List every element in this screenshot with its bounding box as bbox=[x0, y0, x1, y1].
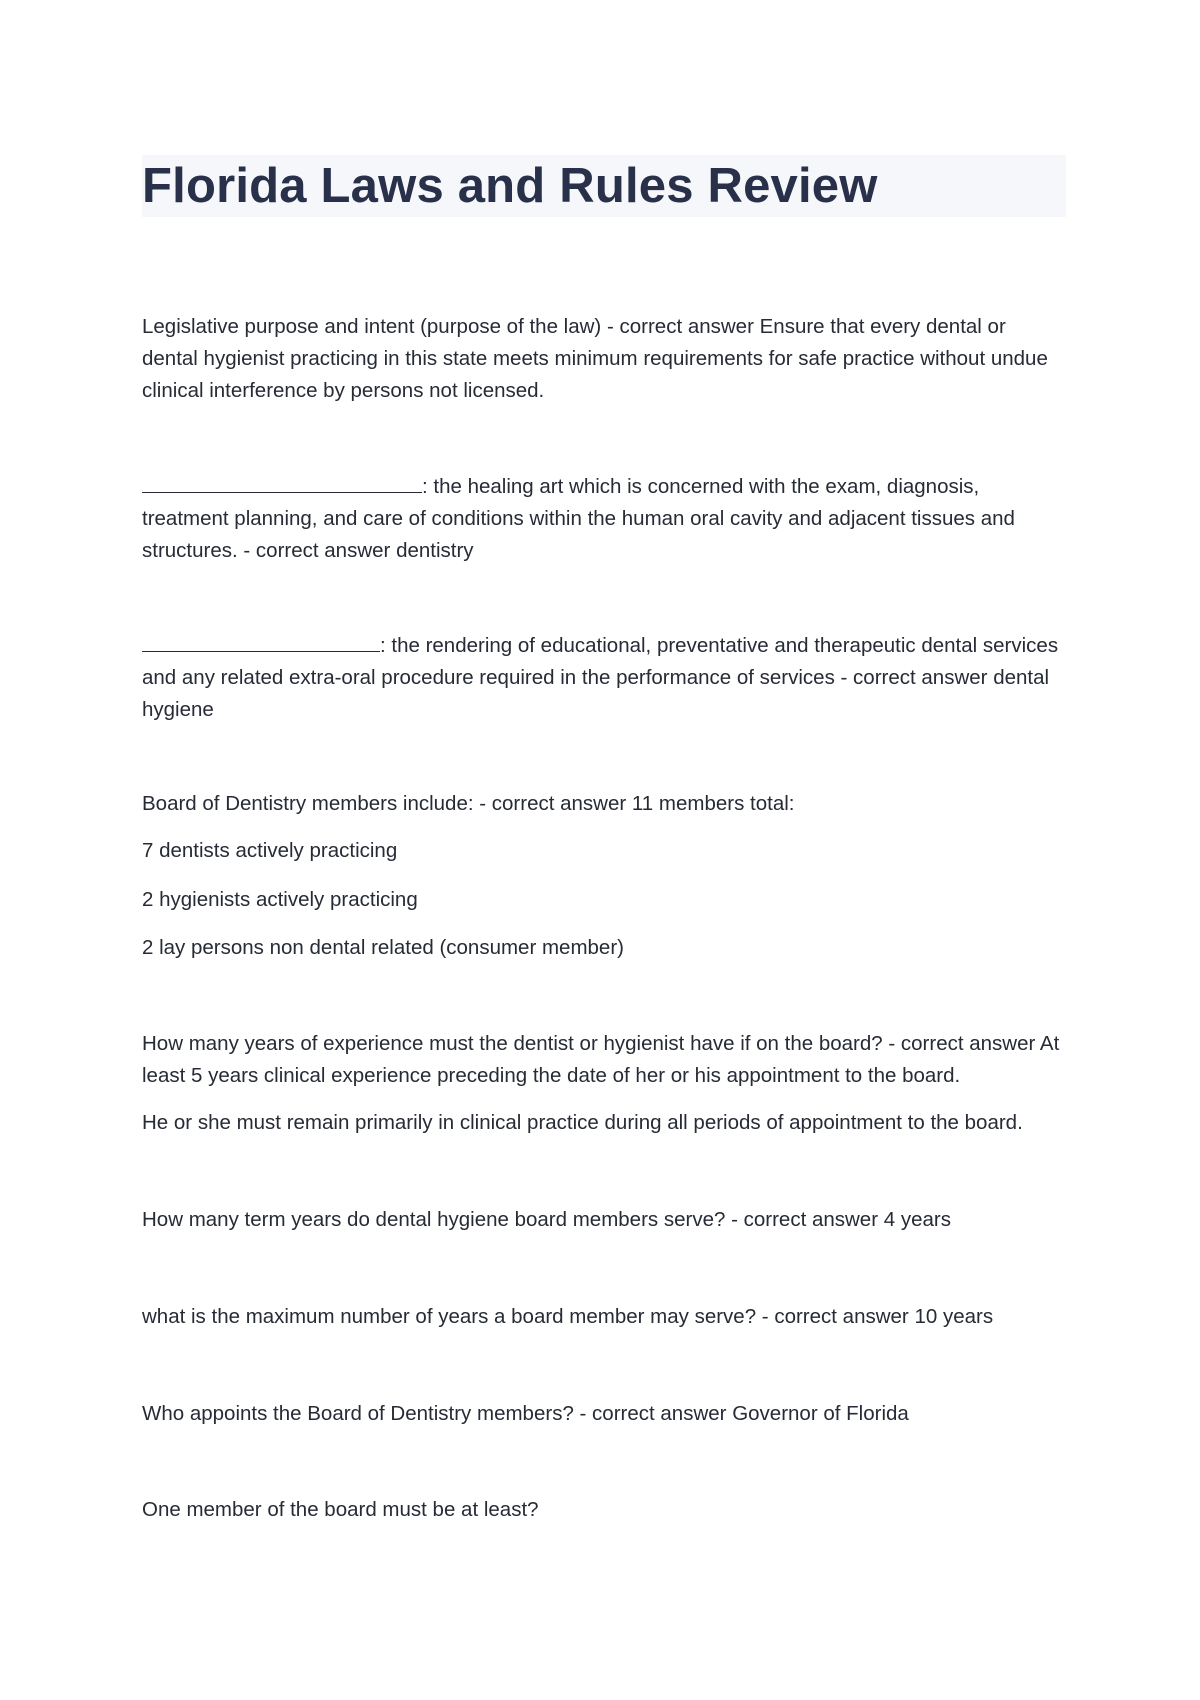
qa-detail-line: 2 hygienists actively practicing bbox=[142, 888, 418, 911]
qa-answer: Ensure that every dental or dental hygienist practicing in this state meets minimum requirements for safe practice without undue clinical interference by persons not licensed. bbox=[142, 315, 1048, 402]
qa-question: what is the maximum number of years a board member may serve? bbox=[142, 1305, 757, 1328]
qa-answer: Governor of Florida bbox=[732, 1402, 909, 1425]
qa-detail-line: He or she must remain primarily in clinical practice during all periods of appointment to the board. bbox=[142, 1111, 1023, 1134]
qa-entry-term-years bbox=[142, 1204, 1062, 1236]
qa-question: One member of the board must be at least? bbox=[142, 1498, 539, 1521]
qa-separator: - correct answer bbox=[834, 666, 994, 689]
qa-question: Board of Dentistry members include: bbox=[142, 792, 474, 815]
qa-question: How many years of experience must the dentist or hygienist have if on the board? bbox=[142, 1032, 883, 1055]
qa-separator: - correct answer bbox=[573, 1402, 733, 1425]
qa-entry-board-members bbox=[142, 788, 1062, 820]
qa-question: How many term years do dental hygiene board members serve? bbox=[142, 1208, 726, 1231]
qa-separator: - correct answer bbox=[601, 315, 760, 338]
fill-in-blank bbox=[142, 629, 380, 652]
qa-separator: - correct answer bbox=[473, 792, 632, 815]
qa-answer: 11 members total: bbox=[631, 792, 795, 815]
qa-detail-line: 2 lay persons non dental related (consumer member) bbox=[142, 936, 624, 959]
qa-question: : the rendering of educational, preventative and therapeutic dental services and any related extra-oral procedure required in the performance of services bbox=[142, 634, 1059, 689]
qa-entry-dental-hygiene bbox=[142, 629, 1062, 726]
qa-answer: 4 years bbox=[883, 1208, 951, 1231]
qa-question: Legislative purpose and intent (purpose of the law) bbox=[142, 315, 602, 338]
qa-answer: At least 5 years clinical experience preceding the date of her or his appointment to the board. bbox=[142, 1032, 1060, 1087]
document-title: Florida Laws and Rules Review bbox=[142, 159, 878, 213]
qa-question: : the healing art which is concerned with the exam, diagnosis, treatment planning, and care of conditions within the human oral cavity and adjacent tissues and structures. bbox=[142, 475, 1015, 562]
qa-answer: 10 years bbox=[914, 1305, 994, 1328]
qa-separator: - correct answer bbox=[756, 1305, 915, 1328]
qa-separator: - correct answer bbox=[725, 1208, 884, 1231]
qa-separator: - correct answer bbox=[237, 539, 397, 562]
qa-question: Who appoints the Board of Dentistry members? bbox=[142, 1402, 574, 1425]
qa-entry-years-experience bbox=[142, 1028, 1062, 1092]
qa-entry-max-years bbox=[142, 1301, 1062, 1333]
fill-in-blank bbox=[142, 470, 422, 493]
qa-answer: dentistry bbox=[396, 539, 474, 562]
qa-detail-line: 7 dentists actively practicing bbox=[142, 839, 398, 862]
qa-separator: - correct answer bbox=[882, 1032, 1040, 1055]
qa-entry-dentistry bbox=[142, 470, 1062, 567]
qa-answer: dental hygiene bbox=[142, 666, 1050, 721]
qa-entry-appoints bbox=[142, 1398, 1062, 1430]
qa-entry-board-member-at-least bbox=[142, 1494, 1062, 1526]
qa-entry-legislative-purpose bbox=[142, 311, 1062, 407]
